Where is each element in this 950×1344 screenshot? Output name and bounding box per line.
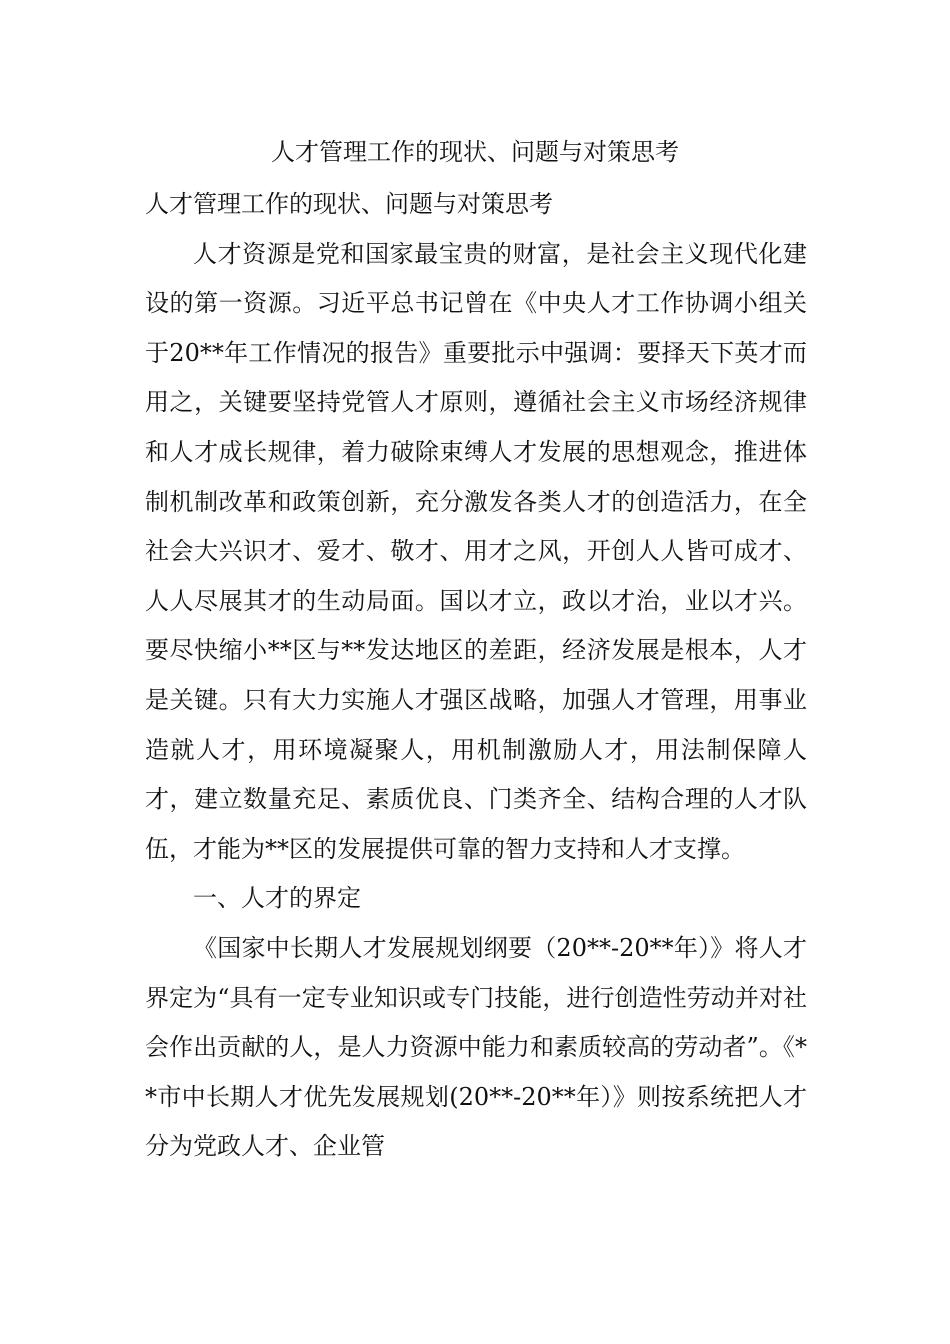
- document-body: [145, 180, 807, 1172]
- section-heading-talent-definition: 一、人才的界定: [193, 884, 361, 913]
- paragraph-intro: 人才资源是党和国家最宝贵的财富，是社会主义现代化建设的第一资源。习近平总书记曾在《中央人才工作协调小组关于20**年工作情况的报告》重要批示中强调：要择天下英才而用之，关键要坚持党管人才原则，遵循社会主义市场经济规律和人才成长规律，着力破除束缚人才发展的思想观念，推进体制机制改革和政策创新，充分激发各类人才的创造活力，在全社会大兴识才、爱才、敬才、用才之风，开创人人皆可成才、人人尽展其才的生动局面。国以才立，政以才治，业以才兴。要尽快缩小**区与**发达地区的差距，经济发展是根本，人才是关键。只有大力实施人才强区战略，加强人才管理，用事业造就人才，用环境凝聚人，用机制激励人才，用法制保障人才，建立数量充足、素质优良、门类齐全、结构合理的人才队伍，才能为**区的发展提供可靠的智力支持和人才支撑。: [145, 239, 807, 863]
- paragraph-talent-definition: 《国家中长期人才发展规划纲要（20**-20**年）》将人才界定为“具有一定专业知识或专门技能，进行创造性劳动并对社会作出贡献的人，是人力资源中能力和素质较高的劳动者”。《**市中长期人才优先发展规划(20**-20**年）》则按系统把人才分为党政人才、企业管: [145, 933, 807, 1161]
- document-title: 人才管理工作的现状、问题与对策思考: [271, 138, 679, 166]
- document-subtitle: 人才管理工作的现状、问题与对策思考: [145, 190, 553, 218]
